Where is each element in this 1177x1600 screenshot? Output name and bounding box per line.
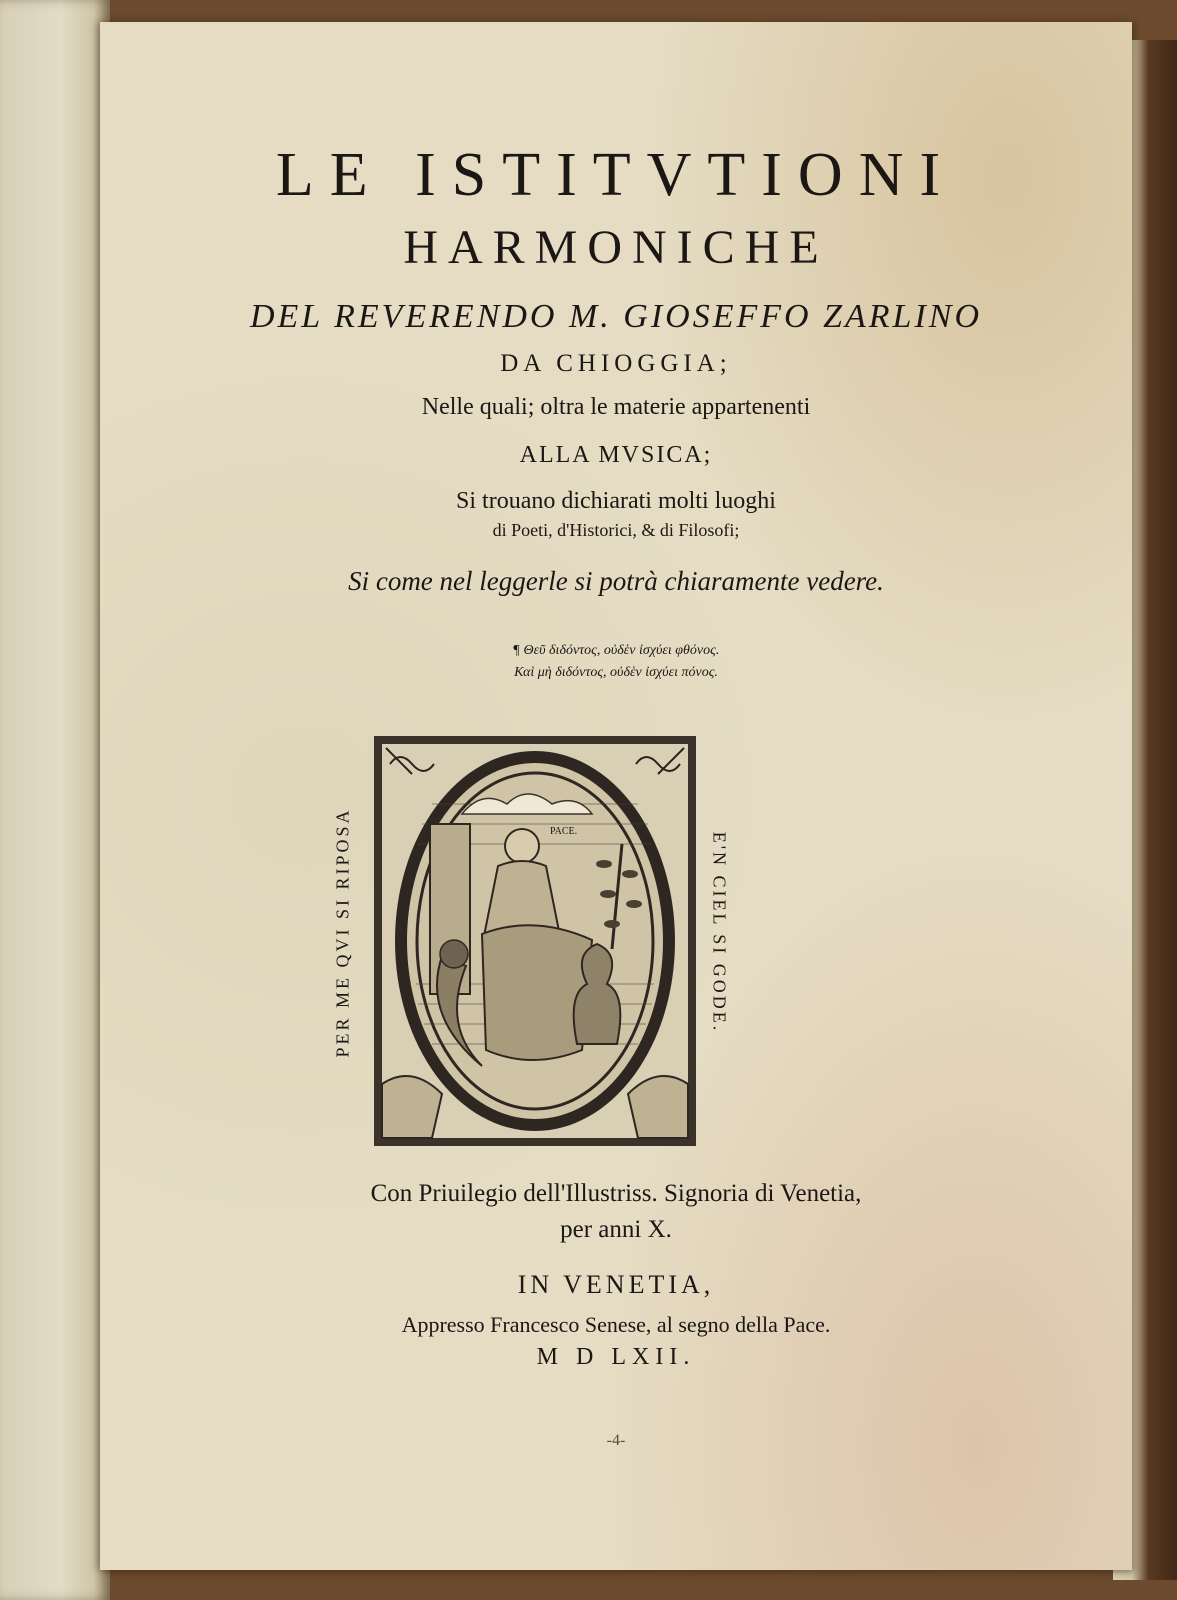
emblem-label: PACE. xyxy=(550,826,578,837)
privilege-line-2: per anni X. xyxy=(560,1216,672,1243)
emblem-left-motto: PER ME QVI SI RIPOSA xyxy=(332,806,353,1058)
emblem-right-motto: E'N CIEL SI GODE. xyxy=(709,831,730,1033)
subtitle-line-1: Nelle quali; oltra le materie appartenenti xyxy=(421,394,811,420)
place-line: IN VENETIA, xyxy=(517,1270,715,1299)
printer-device-woodcut xyxy=(372,734,698,1148)
subtitle-line-4: di Poeti, d'Historici, & di Filosofi; xyxy=(492,520,740,540)
greek-epigraph xyxy=(100,640,1132,684)
greek-line-2: Καὶ μὴ διδόντος, οὐδὲν ἰσχύει πόνος. xyxy=(514,665,718,680)
subtitle-line-5: Si come nel leggerle si potrà chiaramente vedere. xyxy=(348,566,884,596)
subtitle-line-2: ALLA MVSICA; xyxy=(519,442,713,468)
signature-mark: -4- xyxy=(606,1432,626,1449)
facing-page xyxy=(0,0,110,1600)
title-line-2: HARMONICHE xyxy=(403,221,829,274)
origin-line: DA CHIOGGIA; xyxy=(500,350,732,377)
printer-line: Appresso Francesco Senese, al segno della Pace. xyxy=(401,1312,831,1337)
title-line-1: LE ISTITVTIONI xyxy=(275,141,957,209)
date-line: M D LXII. xyxy=(536,1344,696,1370)
subtitle-line-3: Si trouano dichiarati molti luoghi xyxy=(456,488,776,514)
author-line: DEL REVERENDO M. GIOSEFFO ZARLINO xyxy=(249,298,983,335)
greek-line-1: ¶ Θεῦ διδόντος, οὐδὲν ἰσχύει φθόνος. xyxy=(512,643,720,658)
title-page xyxy=(100,22,1132,1570)
privilege-line-1: Con Priuilegio dell'Illustriss. Signoria di Venetia, xyxy=(370,1180,862,1207)
